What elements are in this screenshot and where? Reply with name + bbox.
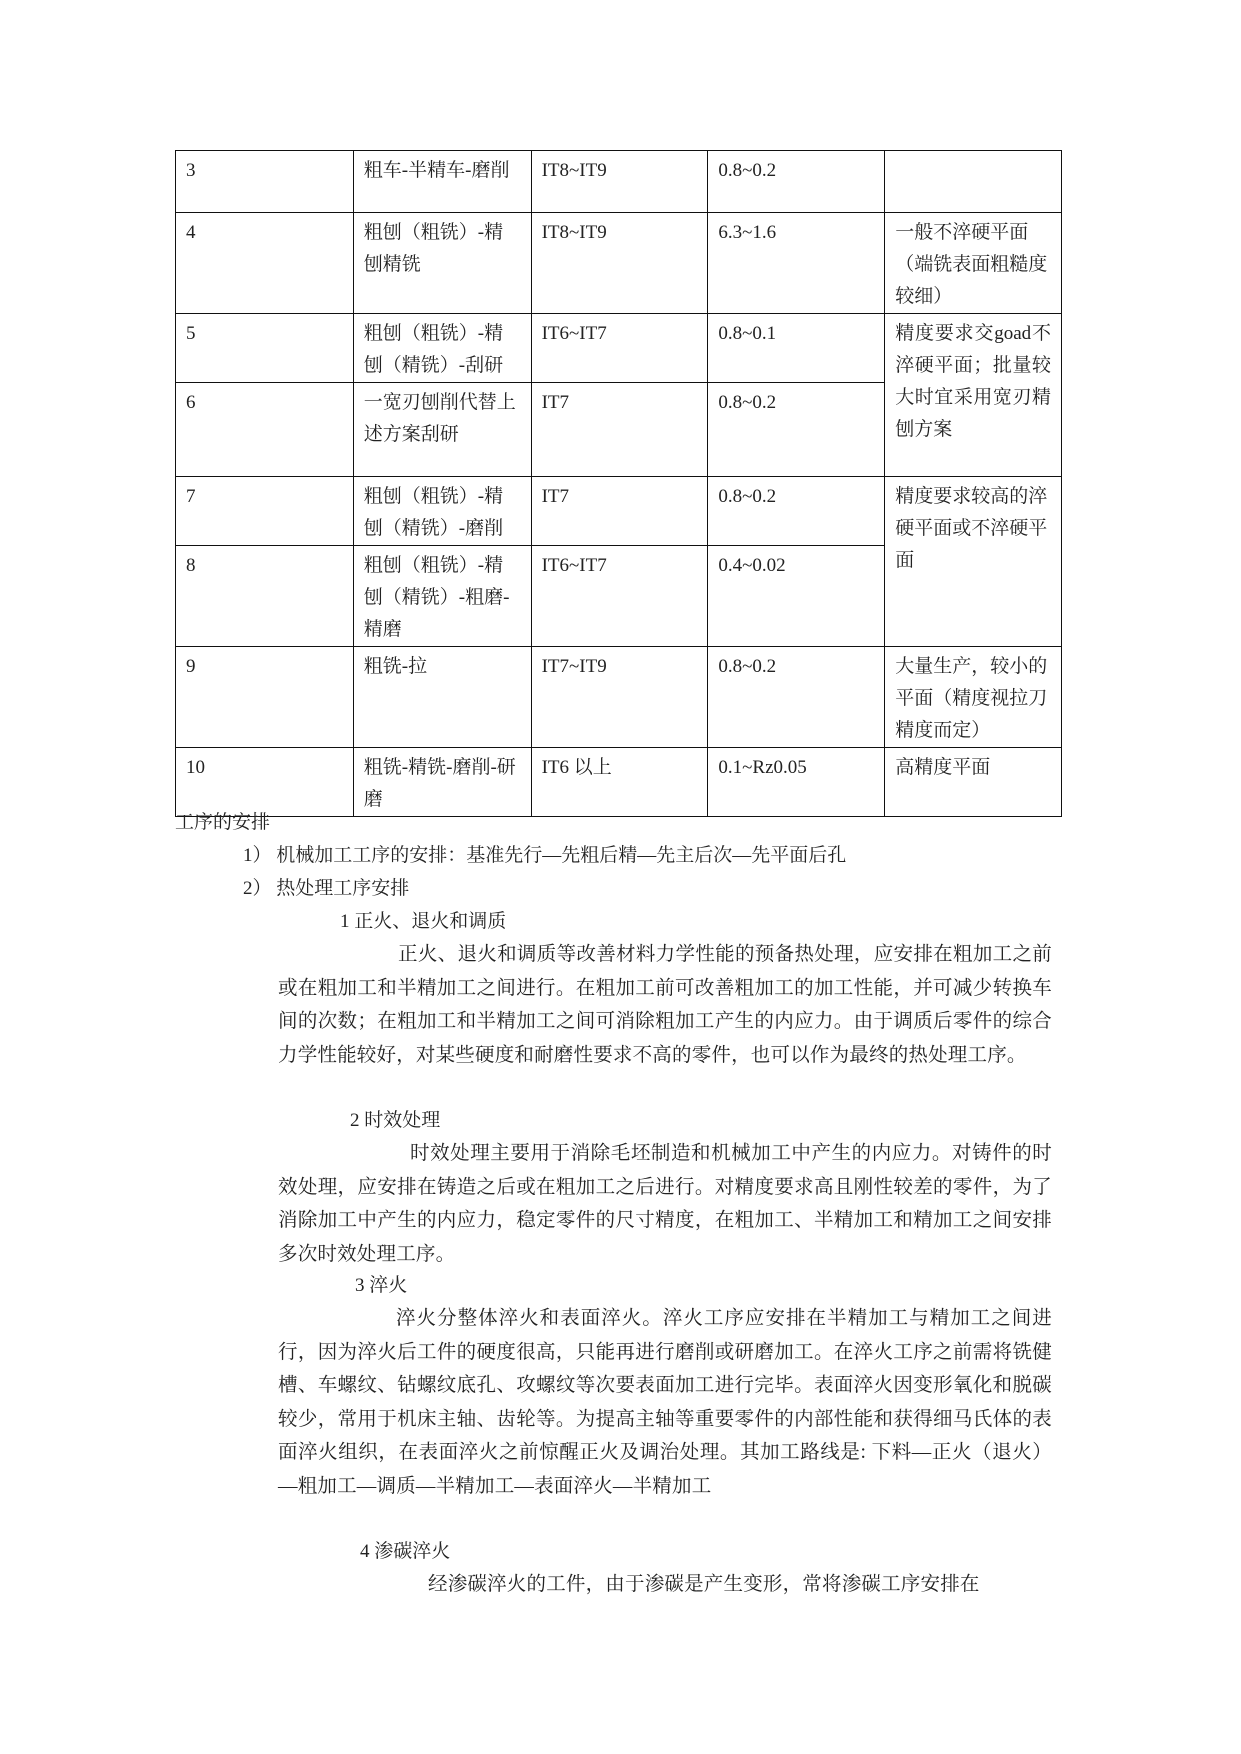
process-route: 粗刨（粗铣）-精刨（精铣）-刮研 — [353, 314, 531, 383]
process-route: 粗车-半精车-磨削 — [353, 151, 531, 213]
process-route: 粗刨（粗铣）-精刨（精铣）-磨削 — [353, 477, 531, 546]
paragraph — [278, 938, 1052, 1072]
row-number: 4 — [176, 213, 354, 314]
surface-roughness: 0.8~0.1 — [708, 314, 885, 383]
row-number: 5 — [176, 314, 354, 383]
table-row — [176, 213, 1062, 314]
application-note: 一般不淬硬平面（端铣表面粗糙度较细） — [885, 213, 1062, 314]
subsection-title: 3 淬火 — [355, 1275, 408, 1296]
precision-grade: IT7 — [531, 383, 708, 477]
table-row — [176, 477, 1062, 546]
row-number: 10 — [176, 748, 354, 817]
precision-grade: IT8~IT9 — [531, 151, 708, 213]
paragraph-text: 经渗碳淬火的工件，由于渗碳是产生变形，常将渗碳工序安排在 — [428, 1574, 980, 1595]
section-heading: 工序的安排 — [175, 812, 271, 833]
paragraph — [278, 1137, 1052, 1271]
paragraph — [278, 1302, 1052, 1503]
application-note: 精度要求交goad不淬硬平面；批量较大时宜采用宽刃精刨方案 — [885, 314, 1062, 477]
row-number: 3 — [176, 151, 354, 213]
paragraph-text: 正火、退火和调质等改善材料力学性能的预备热处理，应安排在粗加工之前或在粗加工和半精加工之间进行。在粗加工前可改善粗加工的加工性能，并可减少转换车间的次数；在粗加工和半精加工之间可消除粗加工产生的内应力。由于调质后零件的综合力学性能较好，对某些硬度和耐磨性要求不高的零件，也可以作为最终的热处理工序。 — [278, 944, 1052, 1066]
table-row — [176, 647, 1062, 748]
paragraph-text: 时效处理主要用于消除毛坯制造和机械加工中产生的内应力。对铸件的时效处理，应安排在铸造之后或在粗加工之后进行。对精度要求高且刚性较差的零件，为了消除加工中产生的内应力，稳定零件的尺寸精度，在粗加工、半精加工和精加工之间安排多次时效处理工序。 — [278, 1143, 1052, 1265]
row-number: 9 — [176, 647, 354, 748]
application-note: 高精度平面 — [885, 748, 1062, 817]
surface-roughness: 0.1~Rz0.05 — [708, 748, 885, 817]
surface-roughness: 0.4~0.02 — [708, 546, 885, 647]
subsection-title: 1 正火、退火和调质 — [340, 911, 507, 932]
surface-roughness: 0.8~0.2 — [708, 383, 885, 477]
process-route: 一宽刃刨削代替上述方案刮研 — [353, 383, 531, 477]
surface-roughness: 0.8~0.2 — [708, 151, 885, 213]
precision-grade: IT6~IT7 — [531, 546, 708, 647]
subsection-title: 2 时效处理 — [350, 1110, 441, 1131]
surface-roughness: 0.8~0.2 — [708, 647, 885, 748]
process-route: 粗铣-拉 — [353, 647, 531, 748]
precision-grade: IT8~IT9 — [531, 213, 708, 314]
list-item: 2） 热处理工序安排 — [243, 878, 410, 899]
application-note — [885, 151, 1062, 213]
paragraph-text: 淬火分整体淬火和表面淬火。淬火工序应安排在半精加工与精加工之间进行，因为淬火后工件的硬度很高，只能再进行磨削或研磨加工。在淬火工序之前需将铣健槽、车螺纹、钻螺纹底孔、攻螺纹等次要表面加工进行完毕。表面淬火因变形氧化和脱碳较少，常用于机床主轴、齿轮等。为提高主轴等重要零件的内部性能和获得细马氏体的表面淬火组织，在表面淬火之前惊醒正火及调治处理。其加工路线是: 下料—正火（退火）—粗加工—调质—半精加工—表面淬火—半精加工 — [278, 1308, 1052, 1497]
process-route: 粗刨（粗铣）-精刨（精铣）-粗磨-精磨 — [353, 546, 531, 647]
table-row — [176, 748, 1062, 817]
process-route: 粗刨（粗铣）-精刨精铣 — [353, 213, 531, 314]
list-item: 1） 机械加工工序的安排：基准先行—先粗后精—先主后次—先平面后孔 — [243, 845, 847, 866]
precision-grade: IT7~IT9 — [531, 647, 708, 748]
application-note: 精度要求较高的淬硬平面或不淬硬平面 — [885, 477, 1062, 647]
table-row — [176, 314, 1062, 383]
machining-methods-table — [175, 150, 1062, 817]
paragraph — [278, 1568, 1052, 1602]
precision-grade: IT6~IT7 — [531, 314, 708, 383]
surface-roughness: 6.3~1.6 — [708, 213, 885, 314]
subsection-title: 4 渗碳淬火 — [360, 1541, 451, 1562]
row-number: 8 — [176, 546, 354, 647]
row-number: 6 — [176, 383, 354, 477]
process-route: 粗铣-精铣-磨削-研磨 — [353, 748, 531, 817]
application-note: 大量生产，较小的平面（精度视拉刀精度而定） — [885, 647, 1062, 748]
table-row — [176, 151, 1062, 213]
precision-grade: IT7 — [531, 477, 708, 546]
row-number: 7 — [176, 477, 354, 546]
precision-grade: IT6 以上 — [531, 748, 708, 817]
surface-roughness: 0.8~0.2 — [708, 477, 885, 546]
